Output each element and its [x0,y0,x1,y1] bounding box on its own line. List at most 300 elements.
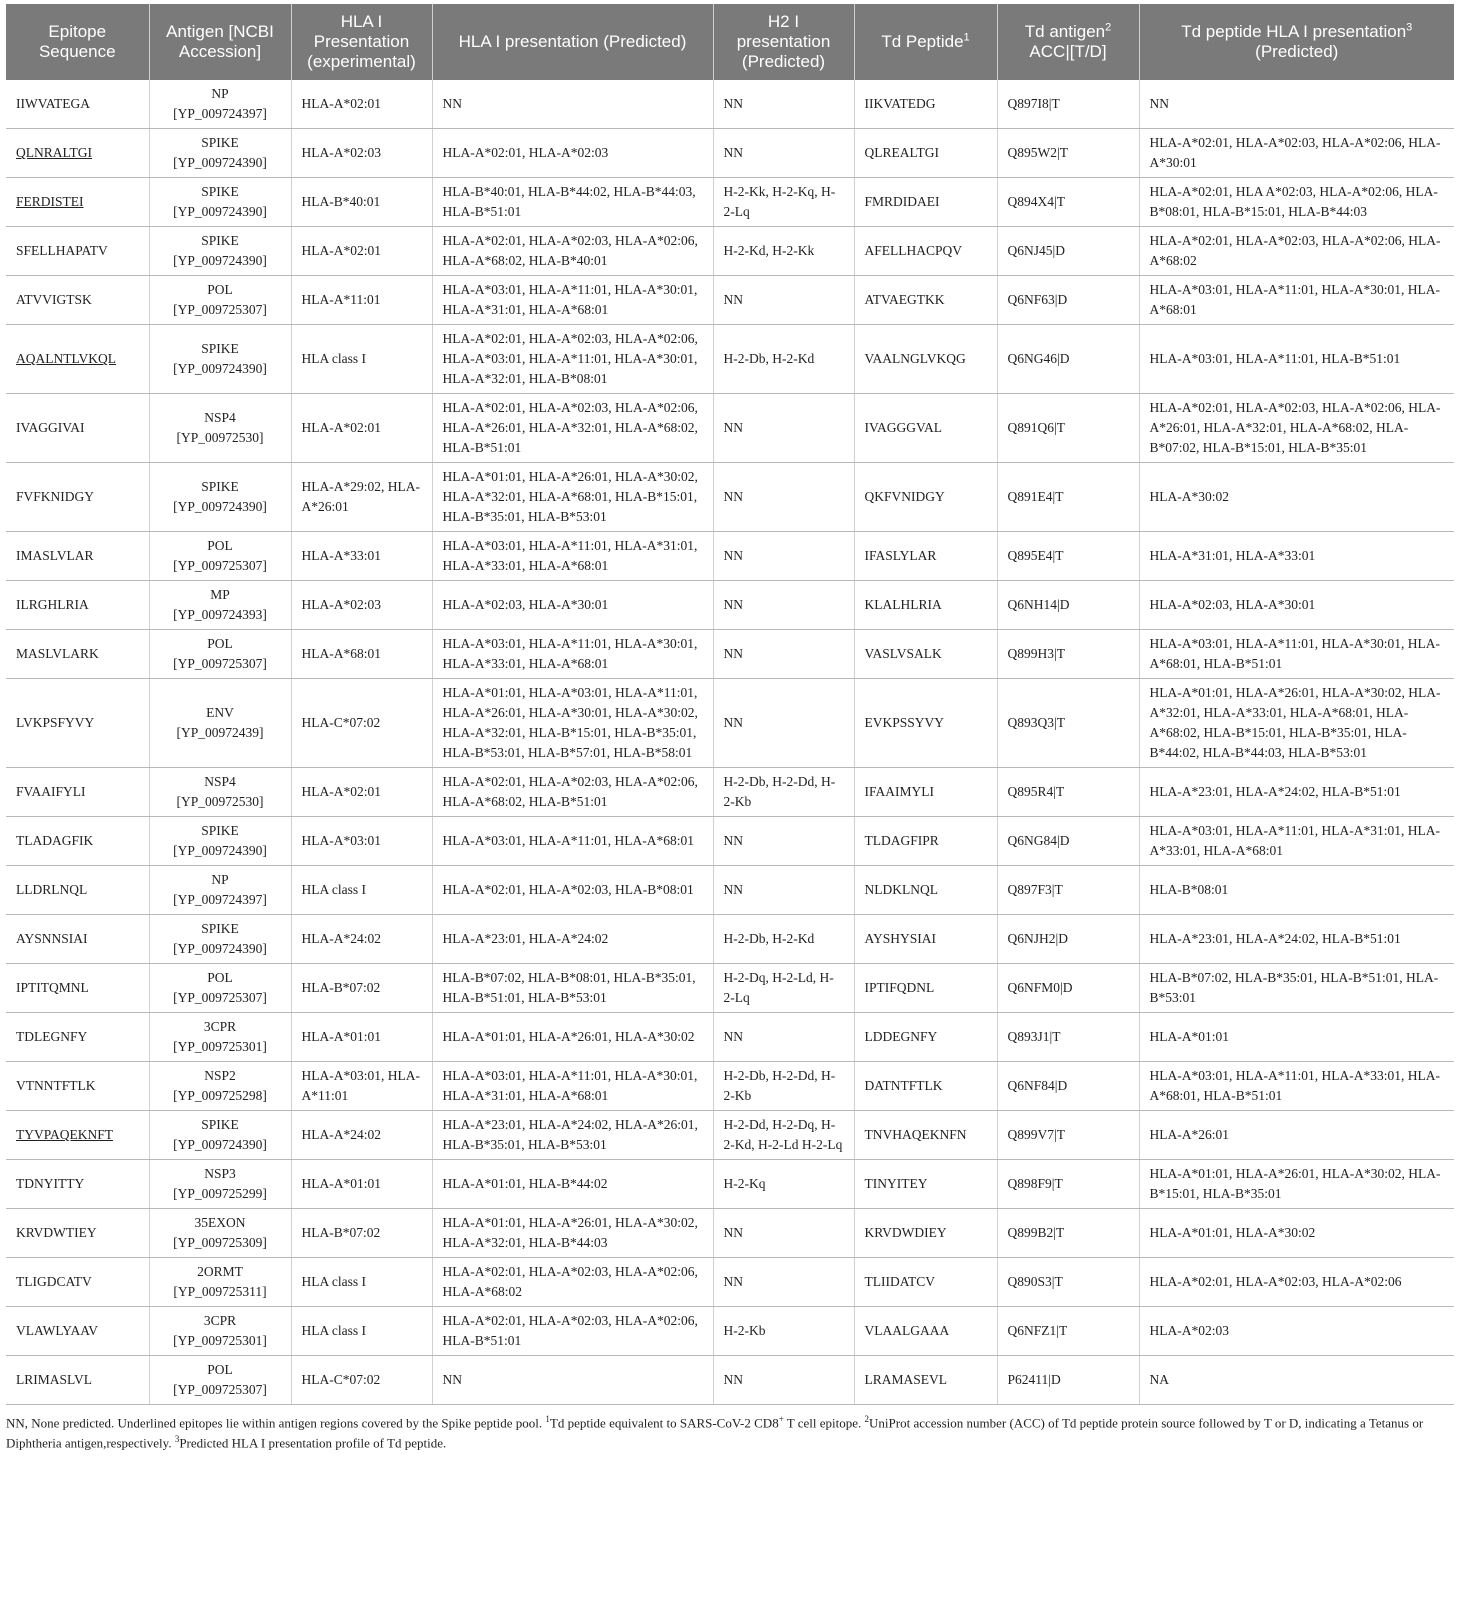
cell-td-peptide-text: IPTIFQDNL [864,980,935,995]
cell-td-peptide-text: ATVAEGTKK [864,292,945,307]
cell-td-hla-predicted [1139,1160,1454,1209]
antigen-accession: [YP_009725307] [173,558,267,573]
cell-epitope-sequence-text: AYSNNSIAI [16,931,88,946]
antigen-name: NSP4 [204,410,236,425]
cell-hla-experimental-text: HLA-A*01:01 [301,1176,381,1191]
cell-td-hla-predicted-text: HLA-A*02:03, HLA-A*30:01 [1149,597,1316,612]
cell-hla-predicted [432,80,713,129]
cell-epitope-sequence [6,1209,149,1258]
cell-td-hla-predicted [1139,394,1454,463]
cell-hla-predicted [432,630,713,679]
header-antigen: Antigen [NCBI Accession] [149,4,291,80]
cell-epitope-sequence [6,532,149,581]
cell-h2-predicted-text: NN [723,597,743,612]
cell-td-hla-predicted [1139,1258,1454,1307]
cell-hla-experimental [291,1111,432,1160]
cell-td-peptide [854,1062,997,1111]
cell-epitope-sequence [6,866,149,915]
cell-h2-predicted [713,1356,854,1405]
cell-epitope-sequence-text: VLAWLYAAV [16,1323,99,1338]
cell-td-peptide [854,630,997,679]
cell-td-peptide [854,866,997,915]
cell-td-hla-predicted [1139,768,1454,817]
header-hla-predicted: HLA I presentation (Predicted) [432,4,713,80]
cell-td-peptide-text: QLREALTGI [864,145,939,160]
cell-h2-predicted-text: H-2-Db, H-2-Dd, H-2-Kb [723,1068,836,1103]
epitope-table [6,4,1454,1405]
cell-td-peptide [854,178,997,227]
antigen-accession: [YP_009724390] [173,155,267,170]
table-row [6,817,1454,866]
cell-td-antigen-text: Q894X4|T [1007,194,1065,209]
cell-hla-experimental [291,1013,432,1062]
cell-td-peptide [854,915,997,964]
antigen-accession: [YP_009724390] [173,361,267,376]
cell-hla-predicted-text: HLA-A*02:01, HLA-A*02:03, HLA-A*02:06, HLA-A*26:01, HLA-A*32:01, HLA-A*68:02, HLA-B*51:01 [442,400,698,455]
cell-hla-experimental [291,1209,432,1258]
cell-td-hla-predicted-text: HLA-A*23:01, HLA-A*24:02, HLA-B*51:01 [1149,931,1401,946]
cell-td-peptide-text: LDDEGNFY [864,1029,938,1044]
cell-h2-predicted [713,532,854,581]
cell-td-peptide [854,768,997,817]
antigen-name: SPIKE [201,1117,239,1132]
header-td-antigen: Td antigen$^2$ ACC|[T/D] [997,4,1139,80]
cell-td-antigen-text: Q899V7|T [1007,1127,1065,1142]
cell-h2-predicted [713,817,854,866]
cell-epitope-sequence [6,768,149,817]
cell-td-hla-predicted [1139,1209,1454,1258]
cell-td-peptide-text: KLALHLRIA [864,597,942,612]
cell-td-antigen-text: Q890S3|T [1007,1274,1063,1289]
cell-h2-predicted-text: H-2-Kd, H-2-Kk [723,243,815,258]
cell-hla-predicted-text: HLA-A*01:01, HLA-A*26:01, HLA-A*30:02, HLA-A*32:01, HLA-A*68:01, HLA-B*15:01, HLA-B*35:01, HLA-B*53:01 [442,469,698,524]
cell-td-peptide-text: TLIIDATCV [864,1274,935,1289]
cell-antigen [149,1062,291,1111]
cell-td-antigen-text: Q6NG46|D [1007,351,1070,366]
antigen-accession: [YP_00972530] [176,794,264,809]
header-row [6,4,1454,80]
cell-h2-predicted [713,325,854,394]
cell-h2-predicted [713,1258,854,1307]
antigen-name: 2ORMT [197,1264,243,1279]
cell-td-antigen [997,630,1139,679]
cell-td-peptide-text: TLDAGFIPR [864,833,939,848]
cell-hla-experimental [291,1356,432,1405]
antigen-accession: [YP_009725299] [173,1186,267,1201]
cell-td-peptide-text: QKFVNIDGY [864,489,945,504]
cell-td-peptide-text: VAALNGLVKQG [864,351,966,366]
antigen-name: SPIKE [201,921,239,936]
cell-epitope-sequence [6,915,149,964]
cell-hla-predicted [432,276,713,325]
cell-epitope-sequence [6,1013,149,1062]
table-row [6,276,1454,325]
antigen-accession: [YP_00972439] [176,725,264,740]
cell-td-peptide [854,129,997,178]
cell-hla-predicted [432,581,713,630]
cell-epitope-sequence-text: TDLEGNFY [16,1029,88,1044]
cell-td-hla-predicted [1139,817,1454,866]
table-row [6,178,1454,227]
cell-antigen [149,1356,291,1405]
cell-hla-experimental-text: HLA-A*33:01 [301,548,381,563]
cell-td-peptide [854,1209,997,1258]
cell-h2-predicted-text: NN [723,420,743,435]
cell-h2-predicted [713,915,854,964]
table-row [6,866,1454,915]
cell-td-hla-predicted [1139,325,1454,394]
cell-td-peptide [854,679,997,768]
table-row [6,1013,1454,1062]
cell-antigen [149,915,291,964]
cell-hla-predicted-text: HLA-A*23:01, HLA-A*24:02, HLA-A*26:01, HLA-B*35:01, HLA-B*53:01 [442,1117,698,1152]
table-row [6,1160,1454,1209]
cell-h2-predicted [713,768,854,817]
cell-hla-predicted-text: HLA-A*03:01, HLA-A*11:01, HLA-A*68:01 [442,833,694,848]
cell-td-hla-predicted [1139,80,1454,129]
cell-td-antigen [997,1013,1139,1062]
cell-td-peptide-text: LRAMASEVL [864,1372,948,1387]
cell-hla-experimental-text: HLA-A*02:03 [301,597,381,612]
cell-td-hla-predicted-text: HLA-A*30:02 [1149,489,1229,504]
cell-hla-predicted-text: HLA-A*02:03, HLA-A*30:01 [442,597,609,612]
cell-td-hla-predicted [1139,532,1454,581]
cell-epitope-sequence-text: LVKPSFYVY [16,715,95,730]
cell-td-peptide-text: NLDKLNQL [864,882,938,897]
cell-hla-experimental-text: HLA-B*40:01 [301,194,381,209]
cell-td-antigen [997,227,1139,276]
cell-h2-predicted [713,1062,854,1111]
cell-hla-predicted-text: HLA-A*01:01, HLA-A*26:01, HLA-A*30:02, HLA-A*32:01, HLA-B*44:03 [442,1215,698,1250]
cell-hla-experimental [291,679,432,768]
cell-epitope-sequence [6,581,149,630]
cell-epitope-sequence-text: TLADAGFIK [16,833,94,848]
table-row [6,915,1454,964]
cell-td-hla-predicted-text: HLA-A*03:01, HLA-A*11:01, HLA-A*33:01, HLA-A*68:01, HLA-B*51:01 [1149,1068,1440,1103]
table-row [6,679,1454,768]
cell-epitope-sequence-text: MASLVLARK [16,646,99,661]
cell-antigen [149,178,291,227]
table-row [6,463,1454,532]
cell-td-antigen-text: P62411|D [1007,1372,1061,1387]
cell-hla-experimental-text: HLA-A*02:01 [301,96,381,111]
cell-hla-predicted [432,1258,713,1307]
antigen-accession: [YP_009725307] [173,1382,267,1397]
cell-td-hla-predicted [1139,679,1454,768]
cell-td-antigen-text: Q895E4|T [1007,548,1064,563]
cell-hla-predicted [432,325,713,394]
cell-td-peptide-text: IFASLYLAR [864,548,937,563]
cell-h2-predicted-text: NN [723,1274,743,1289]
cell-td-hla-predicted-text: HLA-A*02:01, HLA-A*02:03, HLA-A*02:06, HLA-A*26:01, HLA-A*32:01, HLA-A*68:02, HLA-B*07:02, HLA-B*15:01, HLA-B*35:01 [1149,400,1441,455]
cell-h2-predicted-text: NN [723,548,743,563]
antigen-accession: [YP_009724390] [173,843,267,858]
cell-td-antigen [997,1356,1139,1405]
cell-td-peptide [854,1307,997,1356]
cell-td-hla-predicted [1139,129,1454,178]
cell-td-antigen-text: Q6NH14|D [1007,597,1070,612]
cell-hla-experimental-text: HLA-A*24:02 [301,931,381,946]
cell-hla-predicted [432,1356,713,1405]
table-row [6,1062,1454,1111]
cell-td-antigen [997,964,1139,1013]
cell-td-antigen [997,80,1139,129]
cell-td-hla-predicted-text: HLA-B*07:02, HLA-B*35:01, HLA-B*51:01, HLA-B*53:01 [1149,970,1439,1005]
cell-epitope-sequence [6,394,149,463]
cell-td-hla-predicted-text: HLA-A*03:01, HLA-A*11:01, HLA-A*31:01, HLA-A*33:01, HLA-A*68:01 [1149,823,1440,858]
antigen-name: SPIKE [201,823,239,838]
cell-td-peptide-text: IFAAIMYLI [864,784,934,799]
cell-hla-experimental [291,532,432,581]
cell-antigen [149,276,291,325]
cell-td-antigen [997,1209,1139,1258]
cell-td-antigen-text: Q6NG84|D [1007,833,1070,848]
cell-td-hla-predicted [1139,1307,1454,1356]
cell-hla-experimental [291,630,432,679]
cell-antigen [149,1307,291,1356]
antigen-name: 3CPR [203,1019,237,1034]
antigen-name: SPIKE [201,184,239,199]
cell-hla-experimental [291,1160,432,1209]
cell-hla-experimental-text: HLA-A*24:02 [301,1127,381,1142]
cell-antigen [149,80,291,129]
cell-h2-predicted [713,1111,854,1160]
cell-hla-predicted [432,817,713,866]
cell-hla-predicted-text: HLA-A*02:01, HLA-A*02:03, HLA-B*08:01 [442,882,694,897]
cell-h2-predicted-text: H-2-Kk, H-2-Kq, H-2-Lq [723,184,836,219]
cell-td-antigen-text: Q899H3|T [1007,646,1065,661]
cell-td-hla-predicted-text: HLA-A*23:01, HLA-A*24:02, HLA-B*51:01 [1149,784,1401,799]
antigen-accession: [YP_009725301] [173,1039,267,1054]
cell-epitope-sequence-text: TLIGDCATV [16,1274,92,1289]
cell-hla-experimental [291,1307,432,1356]
cell-hla-experimental-text: HLA-A*02:01 [301,420,381,435]
cell-td-peptide-text: TNVHAQEKNFN [864,1127,967,1142]
cell-td-hla-predicted-text: HLA-A*01:01, HLA-A*26:01, HLA-A*30:02, HLA-B*15:01, HLA-B*35:01 [1149,1166,1441,1201]
cell-td-peptide [854,80,997,129]
table-row [6,768,1454,817]
antigen-accession: [YP_009725307] [173,990,267,1005]
antigen-accession: [YP_009724390] [173,941,267,956]
cell-h2-predicted [713,129,854,178]
cell-td-peptide [854,1111,997,1160]
antigen-accession: [YP_009724390] [173,499,267,514]
table-row [6,80,1454,129]
cell-epitope-sequence-text: TDNYITTY [16,1176,85,1191]
cell-hla-predicted [432,1209,713,1258]
cell-epitope-sequence [6,227,149,276]
table-row [6,1307,1454,1356]
cell-hla-predicted [432,964,713,1013]
cell-antigen [149,964,291,1013]
cell-h2-predicted [713,276,854,325]
cell-td-peptide [854,227,997,276]
cell-td-antigen [997,581,1139,630]
cell-td-antigen-text: Q6NJ45|D [1007,243,1065,258]
antigen-name: 3CPR [203,1313,237,1328]
antigen-name: NP [211,872,229,887]
antigen-name: ENV [206,705,234,720]
cell-hla-experimental-text: HLA-A*01:01 [301,1029,381,1044]
cell-h2-predicted [713,80,854,129]
cell-hla-predicted-text: HLA-A*03:01, HLA-A*11:01, HLA-A*30:01, HLA-A*31:01, HLA-A*68:01 [442,282,698,317]
antigen-name: POL [207,1362,233,1377]
cell-hla-experimental [291,325,432,394]
cell-hla-experimental [291,866,432,915]
cell-hla-experimental [291,817,432,866]
antigen-accession: [YP_009725309] [173,1235,267,1250]
cell-td-antigen-text: Q897I8|T [1007,96,1060,111]
cell-td-hla-predicted [1139,1062,1454,1111]
cell-hla-predicted-text: HLA-A*03:01, HLA-A*11:01, HLA-A*30:01, HLA-A*31:01, HLA-A*68:01 [442,1068,698,1103]
cell-td-peptide-text: DATNTFTLK [864,1078,943,1093]
cell-hla-experimental-text: HLA-A*03:01 [301,833,381,848]
cell-epitope-sequence [6,325,149,394]
cell-td-antigen [997,1062,1139,1111]
cell-td-hla-predicted-text: HLA-A*03:01, HLA-A*11:01, HLA-A*30:01, HLA-A*68:01 [1149,282,1440,317]
cell-td-antigen [997,915,1139,964]
cell-epitope-sequence-text: IVAGGIVAI [16,420,85,435]
cell-hla-experimental-text: HLA-A*02:01 [301,784,381,799]
cell-hla-predicted-text: HLA-A*01:01, HLA-A*26:01, HLA-A*30:02 [442,1029,695,1044]
cell-epitope-sequence-text: AQALNTLVKQL [16,351,116,366]
cell-hla-predicted-text: HLA-A*02:01, HLA-A*02:03, HLA-A*02:06, HLA-B*51:01 [442,1313,698,1348]
cell-hla-predicted-text: HLA-A*23:01, HLA-A*24:02 [442,931,609,946]
cell-hla-predicted [432,915,713,964]
cell-td-antigen-text: Q899B2|T [1007,1225,1065,1240]
cell-td-antigen [997,1111,1139,1160]
cell-td-hla-predicted [1139,227,1454,276]
cell-h2-predicted-text: H-2-Kq [723,1176,766,1191]
cell-epitope-sequence-text: IPTITQMNL [16,980,89,995]
antigen-name: POL [207,636,233,651]
cell-td-antigen-text: Q6NFZ1|T [1007,1323,1068,1338]
antigen-name: SPIKE [201,135,239,150]
cell-hla-predicted-text: HLA-A*02:01, HLA-A*02:03 [442,145,609,160]
cell-td-antigen-text: Q895W2|T [1007,145,1068,160]
cell-hla-experimental [291,129,432,178]
cell-epitope-sequence-text: IMASLVLAR [16,548,94,563]
cell-antigen [149,227,291,276]
cell-td-peptide-text: KRVDWDIEY [864,1225,947,1240]
cell-antigen [149,1160,291,1209]
cell-td-hla-predicted [1139,1013,1454,1062]
cell-epitope-sequence [6,817,149,866]
antigen-name: NP [211,86,229,101]
antigen-name: NSP3 [204,1166,236,1181]
cell-td-antigen-text: Q6NFM0|D [1007,980,1073,995]
cell-td-peptide [854,325,997,394]
cell-td-peptide [854,964,997,1013]
cell-td-hla-predicted-text: HLA-A*02:01, HLA-A*02:03, HLA-A*02:06 [1149,1274,1402,1289]
cell-td-antigen [997,768,1139,817]
cell-hla-predicted [432,1013,713,1062]
cell-hla-predicted [432,227,713,276]
cell-hla-predicted [432,463,713,532]
cell-hla-predicted [432,129,713,178]
cell-td-hla-predicted [1139,463,1454,532]
antigen-name: MP [210,587,230,602]
cell-hla-predicted-text: HLA-A*02:01, HLA-A*02:03, HLA-A*02:06, HLA-A*68:02 [442,1264,698,1299]
cell-epitope-sequence [6,1062,149,1111]
cell-epitope-sequence-text: SFELLHAPATV [16,243,108,258]
cell-epitope-sequence [6,1356,149,1405]
cell-hla-predicted-text: NN [442,96,462,111]
cell-td-peptide-text: VLAALGAAA [864,1323,950,1338]
cell-h2-predicted [713,630,854,679]
cell-hla-predicted [432,532,713,581]
cell-td-antigen [997,325,1139,394]
cell-hla-experimental-text: HLA class I [301,1323,366,1338]
cell-h2-predicted [713,679,854,768]
cell-hla-experimental [291,768,432,817]
cell-td-hla-predicted-text: HLA-A*03:01, HLA-A*11:01, HLA-B*51:01 [1149,351,1401,366]
cell-epitope-sequence-text: TYVPAQEKNFT [16,1127,114,1142]
cell-td-hla-predicted [1139,866,1454,915]
cell-td-peptide [854,1160,997,1209]
cell-epitope-sequence-text: KRVDWTIEY [16,1225,97,1240]
header-hla-experimental: HLA I Presentation (experimental) [291,4,432,80]
cell-td-antigen [997,817,1139,866]
cell-td-antigen-text: Q891E4|T [1007,489,1064,504]
cell-td-peptide [854,532,997,581]
cell-td-antigen [997,1160,1139,1209]
cell-td-antigen [997,463,1139,532]
cell-h2-predicted-text: H-2-Db, H-2-Dd, H-2-Kb [723,774,836,809]
cell-td-peptide-text: AYSHYSIAI [864,931,937,946]
cell-hla-experimental-text: HLA-C*07:02 [301,715,381,730]
table-row [6,1209,1454,1258]
cell-hla-experimental-text: HLA-C*07:02 [301,1372,381,1387]
table-row [6,532,1454,581]
cell-antigen [149,1013,291,1062]
cell-h2-predicted [713,581,854,630]
table-row [6,1111,1454,1160]
cell-h2-predicted-text: NN [723,833,743,848]
cell-h2-predicted [713,394,854,463]
cell-antigen [149,768,291,817]
cell-hla-experimental [291,80,432,129]
cell-td-hla-predicted-text: HLA-A*26:01 [1149,1127,1229,1142]
cell-antigen [149,581,291,630]
cell-td-peptide-text: IVAGGGVAL [864,420,943,435]
cell-epitope-sequence [6,630,149,679]
cell-h2-predicted-text: NN [723,292,743,307]
cell-epitope-sequence-text: ILRGHLRIA [16,597,89,612]
cell-antigen [149,1111,291,1160]
cell-td-peptide-text: AFELLHACPQV [864,243,963,258]
cell-hla-predicted [432,1160,713,1209]
cell-td-hla-predicted-text: HLA-A*01:01 [1149,1029,1229,1044]
cell-td-antigen-text: Q893Q3|T [1007,715,1065,730]
cell-td-antigen [997,1258,1139,1307]
cell-antigen [149,463,291,532]
cell-hla-experimental [291,463,432,532]
antigen-accession: [YP_009724390] [173,204,267,219]
cell-h2-predicted-text: NN [723,646,743,661]
cell-epitope-sequence [6,463,149,532]
cell-hla-experimental-text: HLA class I [301,351,366,366]
cell-epitope-sequence-text: QLNRALTGI [16,145,92,160]
cell-h2-predicted [713,1160,854,1209]
table-row [6,581,1454,630]
cell-h2-predicted [713,463,854,532]
cell-h2-predicted-text: NN [723,489,743,504]
cell-h2-predicted-text: H-2-Kb [723,1323,766,1338]
cell-h2-predicted-text: H-2-Dq, H-2-Ld, H-2-Lq [723,970,834,1005]
cell-epitope-sequence [6,964,149,1013]
cell-h2-predicted-text: NN [723,1225,743,1240]
